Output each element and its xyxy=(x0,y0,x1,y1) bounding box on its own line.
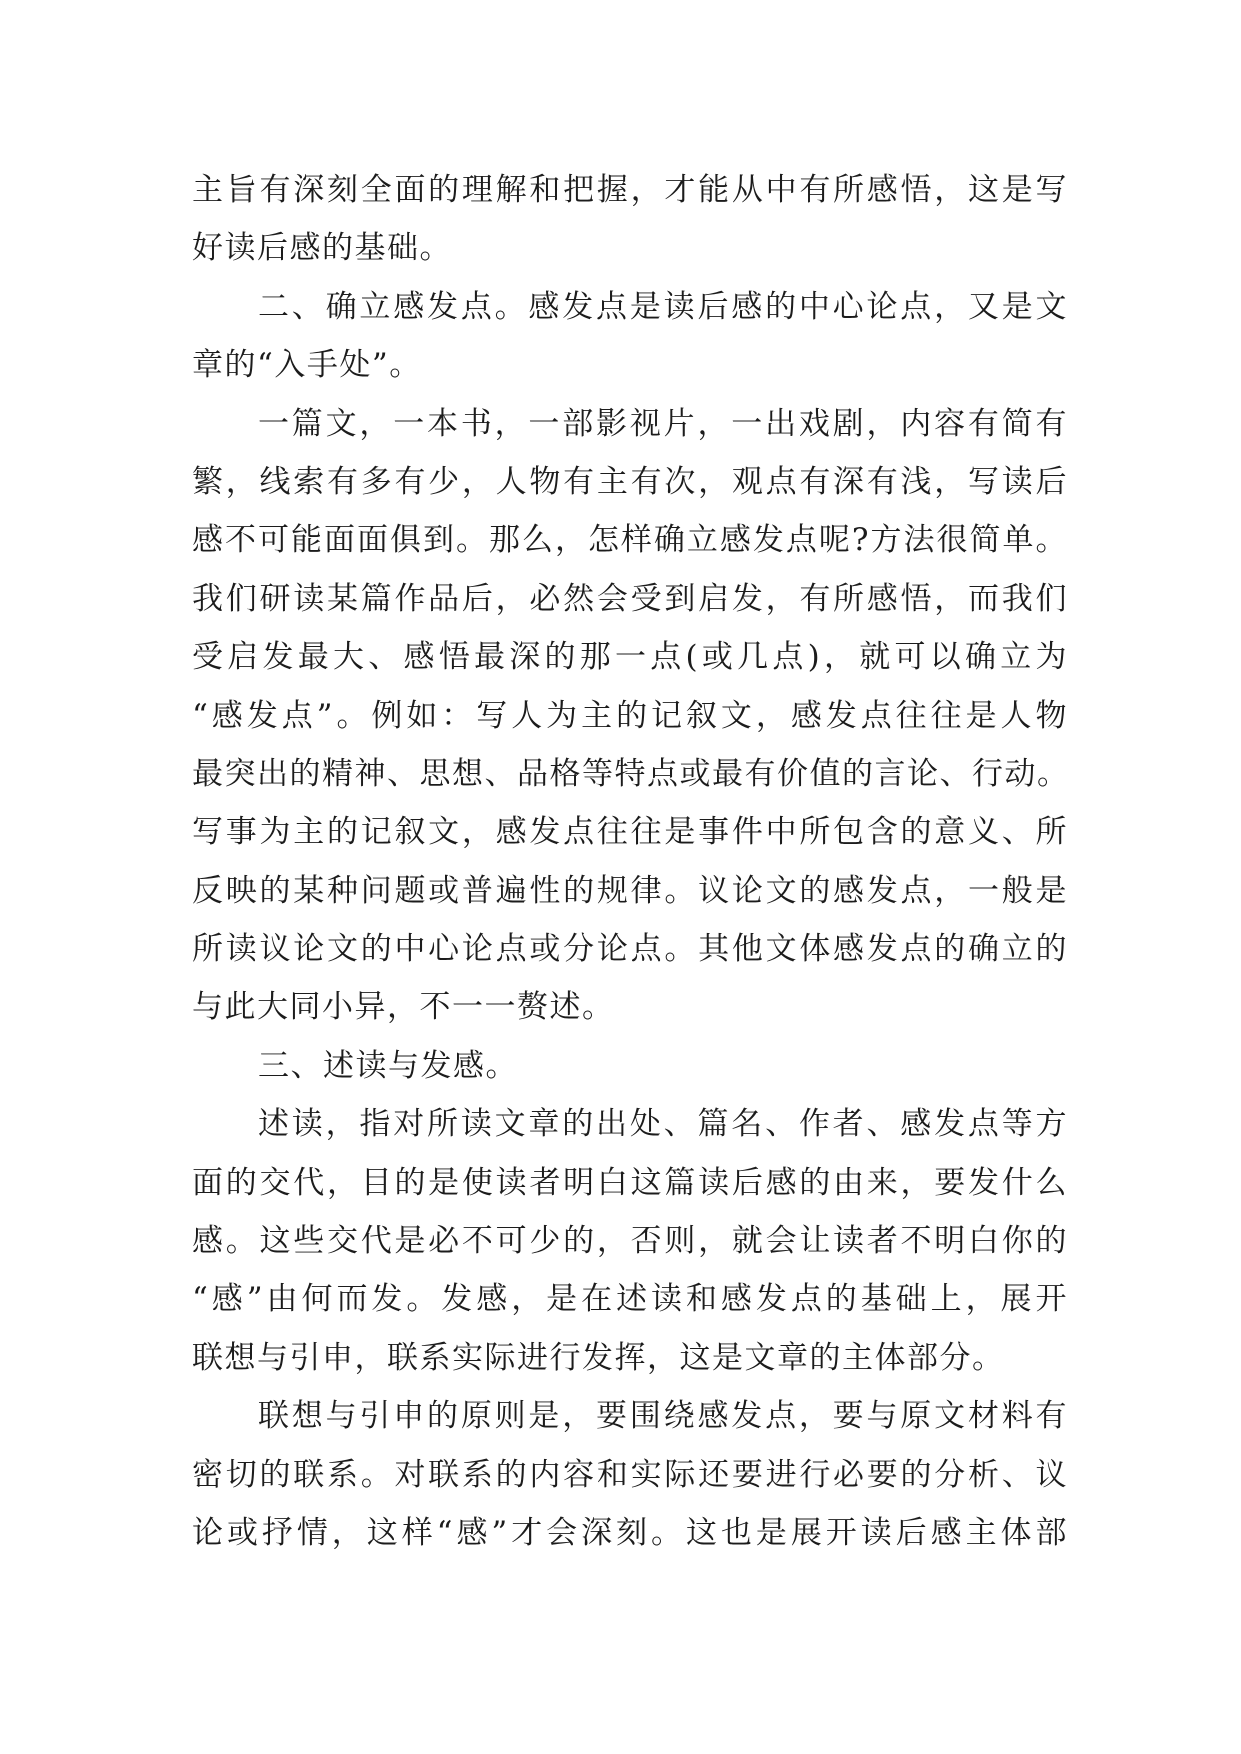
text-line: 联想与引申，联系实际进行发挥，这是文章的主体部分。 xyxy=(192,1339,1005,1376)
text-line: 反映的某种问题或普遍性的规律。议论文的感发点，一般是 xyxy=(192,872,1068,909)
paragraph xyxy=(192,395,1068,1037)
text-line: 好读后感的基础。 xyxy=(192,230,452,267)
paragraph xyxy=(192,1387,1068,1562)
text-line: 联想与引申的原则是，要围绕感发点，要与原文材料有 xyxy=(258,1398,1068,1435)
paragraph xyxy=(192,161,1068,278)
text-line: 我们研读某篇作品后，必然会受到启发，有所感悟，而我们 xyxy=(192,580,1068,617)
paragraph xyxy=(192,1037,1068,1095)
text-line: 章的“入手处”。 xyxy=(192,347,422,384)
text-line: 论或抒情，这样“感”才会深刻。这也是展开读后感主体部 xyxy=(192,1514,1068,1551)
text-line: 受启发最大、感悟最深的那一点(或几点)，就可以确立为 xyxy=(192,639,1068,676)
text-line: 所读议论文的中心论点或分论点。其他文体感发点的确立的 xyxy=(192,931,1068,968)
section-heading-line: 三、述读与发感。 xyxy=(258,1047,518,1084)
body-text xyxy=(192,161,1068,1562)
text-line: 最突出的精神、思想、品格等特点或最有价值的言论、行动。 xyxy=(192,755,1070,792)
section-heading-line: 二、确立感发点。感发点是读后感的中心论点，又是文 xyxy=(258,288,1068,325)
text-line: 繁，线索有多有少，人物有主有次，观点有深有浅，写读后 xyxy=(192,463,1068,500)
text-line: “感”由何而发。发感，是在述读和感发点的基础上，展开 xyxy=(192,1281,1068,1318)
paragraph xyxy=(192,278,1068,395)
text-line: 与此大同小异，不一一赘述。 xyxy=(192,989,615,1026)
text-line: 一篇文，一本书，一部影视片，一出戏剧，内容有简有 xyxy=(258,405,1068,442)
paragraph xyxy=(192,1095,1068,1387)
text-line: 主旨有深刻全面的理解和把握，才能从中有所感悟，这是写 xyxy=(192,172,1068,208)
text-line: 密切的联系。对联系的内容和实际还要进行必要的分析、议 xyxy=(192,1456,1068,1493)
text-line: 面的交代，目的是使读者明白这篇读后感的由来，要发什么 xyxy=(192,1164,1068,1201)
text-line: 述读，指对所读文章的出处、篇名、作者、感发点等方 xyxy=(258,1106,1068,1143)
text-line: “感发点”。例如：写人为主的记叙文，感发点往往是人物 xyxy=(192,697,1068,734)
text-line: 写事为主的记叙文，感发点往往是事件中所包含的意义、所 xyxy=(192,814,1068,851)
text-line: 感不可能面面俱到。那么，怎样确立感发点呢?方法很简单。 xyxy=(192,522,1068,559)
text-line: 感。这些交代是必不可少的，否则，就会让读者不明白你的 xyxy=(192,1223,1068,1260)
